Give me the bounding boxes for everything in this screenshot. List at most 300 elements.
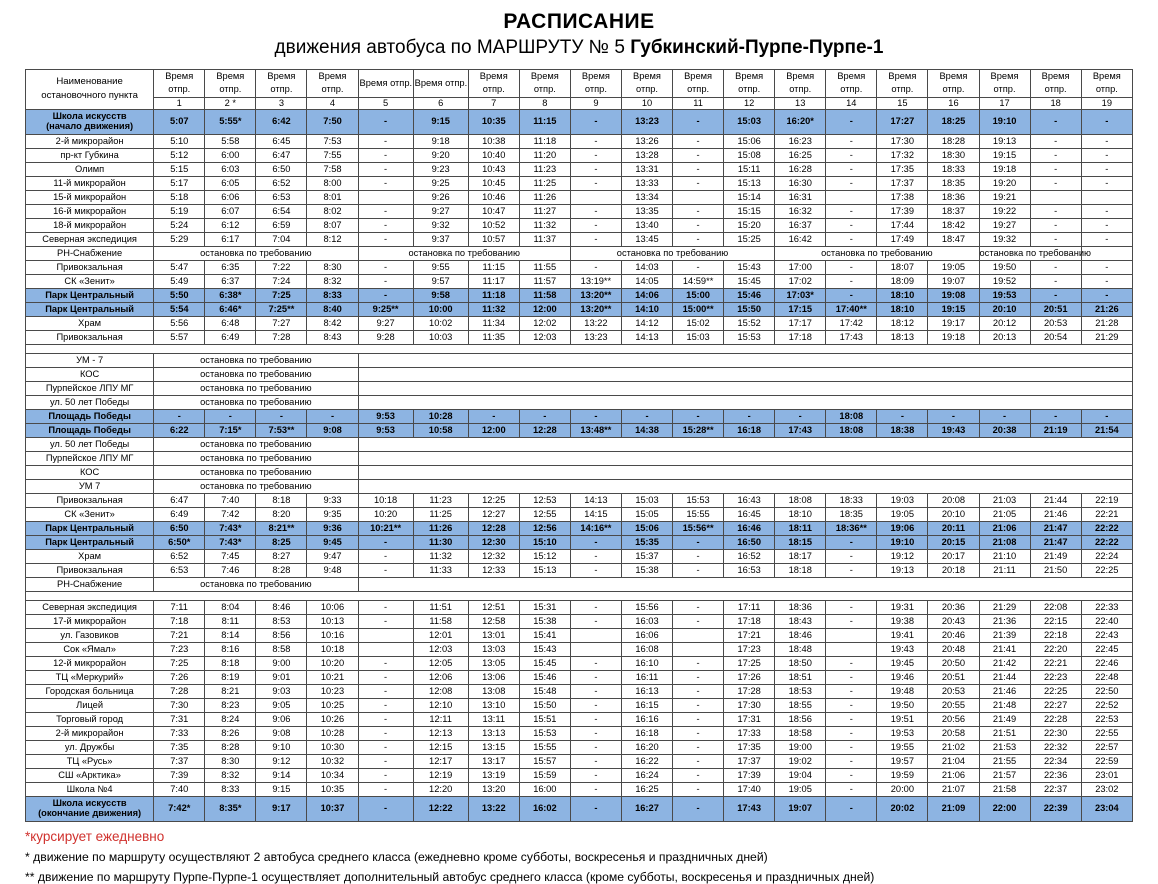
departure-time-cell: 19:27 — [979, 218, 1030, 232]
departure-time-cell: - — [673, 600, 724, 614]
column-header-time-6: Время отпр. — [413, 69, 468, 97]
departure-time-cell: 7:45 — [205, 549, 256, 563]
time-header-line2: отпр. — [1095, 84, 1118, 95]
departure-time-cell: 15:03 — [724, 109, 775, 134]
time-header-line2: отпр. — [219, 84, 242, 95]
departure-time-cell: 13:34 — [621, 190, 672, 204]
departure-time-cell: 15:50 — [519, 698, 570, 712]
table-row — [26, 628, 1133, 642]
departure-time-cell: 21:47 — [1030, 535, 1081, 549]
departure-time-cell: 16:50 — [724, 535, 775, 549]
departure-time-cell: 18:25 — [928, 109, 979, 134]
empty-cell — [358, 465, 1132, 479]
departure-time-cell: - — [673, 134, 724, 148]
departure-time-cell: 16:10 — [621, 656, 672, 670]
departure-time-cell: 19:08 — [928, 288, 979, 302]
departure-time-cell: 16:31 — [775, 190, 826, 204]
departure-time-cell: 15:38 — [621, 563, 672, 577]
departure-time-cell: - — [826, 740, 877, 754]
departure-time-cell: 9:57 — [413, 274, 468, 288]
departure-time-cell: 22:19 — [1081, 493, 1132, 507]
departure-time-cell: - — [570, 740, 621, 754]
departure-time-cell: 16:23 — [775, 134, 826, 148]
departure-time-cell: 22:37 — [1030, 782, 1081, 796]
departure-time-cell: 13:20** — [570, 288, 621, 302]
departure-time-cell: 16:02 — [519, 796, 570, 821]
departure-time-cell: - — [358, 614, 413, 628]
departure-time-cell — [358, 642, 413, 656]
time-header-line2: отпр. — [1044, 84, 1067, 95]
column-header-time-18 — [1030, 69, 1081, 97]
departure-time-cell: 15:48 — [519, 684, 570, 698]
departure-time-cell: 19:32 — [979, 232, 1030, 246]
departure-time-cell: 14:13 — [621, 330, 672, 344]
departure-time-cell: 8:28 — [256, 563, 307, 577]
departure-time-cell: 6:03 — [205, 162, 256, 176]
departure-time-cell: 6:37 — [205, 274, 256, 288]
stop-name-cell: Площадь Победы — [26, 409, 154, 423]
departure-time-cell: 16:52 — [724, 549, 775, 563]
departure-time-cell: 5:54 — [154, 302, 205, 316]
departure-time-cell: 6:52 — [154, 549, 205, 563]
departure-time-cell: - — [570, 670, 621, 684]
departure-time-cell: 22:46 — [1081, 656, 1132, 670]
departure-time-cell: 15:43 — [519, 642, 570, 656]
departure-time-cell: 15:56 — [621, 600, 672, 614]
stop-name: Школа искусств — [52, 111, 127, 122]
departure-time-cell: - — [1081, 148, 1132, 162]
departure-time-cell: - — [358, 288, 413, 302]
departure-time-cell: 22:50 — [1081, 684, 1132, 698]
table-row — [26, 353, 1133, 367]
departure-time-cell: 21:54 — [1081, 423, 1132, 437]
departure-time-cell: 8:12 — [307, 232, 358, 246]
departure-time-cell: 12:00 — [519, 302, 570, 316]
departure-time-cell: - — [826, 288, 877, 302]
departure-time-cell: 20:56 — [928, 712, 979, 726]
time-header-line1: Время — [318, 70, 347, 81]
departure-time-cell: - — [673, 109, 724, 134]
departure-time-cell: 21:11 — [979, 563, 1030, 577]
departure-time-cell — [570, 190, 621, 204]
departure-time-cell: 15:53 — [724, 330, 775, 344]
departure-time-cell: - — [570, 684, 621, 698]
departure-time-cell: - — [1081, 134, 1132, 148]
departure-time-cell: 11:18 — [468, 288, 519, 302]
departure-time-cell: 19:52 — [979, 274, 1030, 288]
departure-time-cell: 19:50 — [877, 698, 928, 712]
departure-time-cell: 17:42 — [826, 316, 877, 330]
departure-time-cell: 8:30 — [205, 754, 256, 768]
departure-time-cell: - — [358, 109, 413, 134]
table-row — [26, 330, 1133, 344]
departure-time-cell: 12:10 — [413, 698, 468, 712]
departure-time-cell: 12:51 — [468, 600, 519, 614]
departure-time-cell: 15:45 — [724, 274, 775, 288]
departure-time-cell: 15:08 — [724, 148, 775, 162]
time-header-line1: Время — [837, 70, 866, 81]
departure-time-cell: 8:20 — [256, 507, 307, 521]
departure-time-cell: 11:32 — [413, 549, 468, 563]
departure-time-cell: - — [826, 148, 877, 162]
departure-time-cell: 7:22 — [256, 260, 307, 274]
departure-time-cell: 14:16** — [570, 521, 621, 535]
departure-time-cell: 19:07 — [775, 796, 826, 821]
time-header-line1: Время — [479, 70, 508, 81]
departure-time-cell: 18:38 — [877, 423, 928, 437]
departure-time-cell: 8:14 — [205, 628, 256, 642]
departure-time-cell: 16:11 — [621, 670, 672, 684]
table-row — [26, 260, 1133, 274]
departure-time-cell: - — [570, 712, 621, 726]
time-header-line2: отпр. — [993, 84, 1016, 95]
departure-time-cell: 10:52 — [468, 218, 519, 232]
departure-time-cell: - — [673, 684, 724, 698]
stop-name-cell: СК «Зенит» — [26, 274, 154, 288]
departure-time-cell: - — [673, 698, 724, 712]
departure-time-cell: 8:27 — [256, 549, 307, 563]
departure-time-cell: 20:10 — [928, 507, 979, 521]
departure-time-cell: 7:25** — [256, 302, 307, 316]
departure-time-cell: 17:40 — [724, 782, 775, 796]
departure-time-cell: 6:42 — [256, 109, 307, 134]
departure-time-cell: 13:03 — [468, 642, 519, 656]
departure-time-cell: 9:18 — [413, 134, 468, 148]
departure-time-cell: 13:05 — [468, 656, 519, 670]
departure-time-cell: 17:17 — [775, 316, 826, 330]
departure-time-cell: 15:13 — [519, 563, 570, 577]
departure-time-cell: 7:58 — [307, 162, 358, 176]
departure-time-cell: - — [673, 409, 724, 423]
time-header-line1: Время — [888, 70, 917, 81]
departure-time-cell: 19:43 — [877, 642, 928, 656]
departure-time-cell: 22:40 — [1081, 614, 1132, 628]
departure-time-cell: 21:47 — [1030, 521, 1081, 535]
departure-time-cell: 9:15 — [413, 109, 468, 134]
column-number-5: 5 — [358, 97, 413, 109]
departure-time-cell: 8:28 — [205, 740, 256, 754]
departure-time-cell: - — [826, 656, 877, 670]
departure-time-cell: 6:54 — [256, 204, 307, 218]
departure-time-cell: 8:21** — [256, 521, 307, 535]
departure-time-cell: 10:57 — [468, 232, 519, 246]
departure-time-cell: 20:51 — [1030, 302, 1081, 316]
time-header-line2: отпр. — [789, 84, 812, 95]
departure-time-cell: - — [1081, 162, 1132, 176]
departure-time-cell: 11:57 — [519, 274, 570, 288]
table-row — [26, 423, 1133, 437]
departure-time-cell: 12:11 — [413, 712, 468, 726]
stop-name: Школа искусств — [52, 798, 127, 809]
departure-time-cell: 19:13 — [877, 563, 928, 577]
departure-time-cell: 19:53 — [877, 726, 928, 740]
departure-time-cell: 15:11 — [724, 162, 775, 176]
departure-time-cell: - — [826, 712, 877, 726]
departure-time-cell: 18:48 — [775, 642, 826, 656]
table-row — [26, 218, 1133, 232]
column-number-12: 12 — [724, 97, 775, 109]
departure-time-cell: 7:55 — [307, 148, 358, 162]
column-number-7: 7 — [468, 97, 519, 109]
departure-time-cell: - — [826, 109, 877, 134]
departure-time-cell: - — [826, 600, 877, 614]
column-header-time-7 — [468, 69, 519, 97]
departure-time-cell: - — [358, 670, 413, 684]
departure-time-cell: - — [570, 563, 621, 577]
departure-time-cell: 12:15 — [413, 740, 468, 754]
departure-time-cell: 14:05 — [621, 274, 672, 288]
departure-time-cell: 9:06 — [256, 712, 307, 726]
departure-time-cell: 17:15 — [775, 302, 826, 316]
departure-time-cell: 9:48 — [307, 563, 358, 577]
departure-time-cell: 11:25 — [413, 507, 468, 521]
departure-time-cell: 19:03 — [877, 493, 928, 507]
table-row — [26, 176, 1133, 190]
departure-time-cell: 18:58 — [775, 726, 826, 740]
table-spacer-row — [26, 591, 1133, 600]
table-row — [26, 782, 1133, 796]
column-header-time-1 — [154, 69, 205, 97]
departure-time-cell: 21:28 — [1081, 316, 1132, 330]
departure-time-cell: 19:05 — [928, 260, 979, 274]
departure-time-cell: 11:34 — [468, 316, 519, 330]
departure-time-cell: - — [570, 754, 621, 768]
column-header-time-3 — [256, 69, 307, 97]
departure-time-cell: - — [877, 409, 928, 423]
empty-cell — [358, 381, 1132, 395]
departure-time-cell: 8:40 — [307, 302, 358, 316]
stop-name-cell: ТЦ «Меркурий» — [26, 670, 154, 684]
departure-time-cell: 7:35 — [154, 740, 205, 754]
departure-time-cell: 12:08 — [413, 684, 468, 698]
departure-time-cell: 13:35 — [621, 204, 672, 218]
note-double-star: ** движение по маршруту Пурпе-Пурпе-1 осуществляет дополнительный автобус среднего класса (кроме субботы, воскресенья и праздничных дней) — [25, 869, 875, 884]
departure-time-cell: 15:53 — [673, 493, 724, 507]
departure-time-cell: 15:37 — [621, 549, 672, 563]
request-stop-cell: остановка по требованию — [154, 451, 358, 465]
departure-time-cell: - — [358, 535, 413, 549]
departure-time-cell: 21:50 — [1030, 563, 1081, 577]
departure-time-cell — [673, 628, 724, 642]
departure-time-cell: 20:38 — [979, 423, 1030, 437]
table-row — [26, 754, 1133, 768]
schedule-table-wrap — [25, 69, 1133, 822]
departure-time-cell: - — [826, 535, 877, 549]
departure-time-cell: 21:44 — [1030, 493, 1081, 507]
departure-time-cell: - — [358, 698, 413, 712]
departure-time-cell: 22:30 — [1030, 726, 1081, 740]
departure-time-cell: 11:20 — [519, 148, 570, 162]
empty-cell — [358, 353, 1132, 367]
departure-time-cell: 15:52 — [724, 316, 775, 330]
departure-time-cell: 13:26 — [621, 134, 672, 148]
departure-time-cell: 19:10 — [877, 535, 928, 549]
departure-time-cell: 12:05 — [413, 656, 468, 670]
departure-time-cell: 16:18 — [621, 726, 672, 740]
departure-time-cell: 10:28 — [307, 726, 358, 740]
departure-time-cell: 22:23 — [1030, 670, 1081, 684]
stop-name-cell: КОС — [26, 367, 154, 381]
departure-time-cell: 7:15* — [205, 423, 256, 437]
table-row — [26, 288, 1133, 302]
departure-time-cell: 9:15 — [256, 782, 307, 796]
departure-time-cell: 9:45 — [307, 535, 358, 549]
table-row — [26, 190, 1133, 204]
departure-time-cell: 11:15 — [519, 109, 570, 134]
departure-time-cell: 20:48 — [928, 642, 979, 656]
departure-time-cell: - — [358, 274, 413, 288]
departure-time-cell: - — [358, 563, 413, 577]
departure-time-cell: 6:53 — [154, 563, 205, 577]
departure-time-cell: 20:50 — [928, 656, 979, 670]
departure-time-cell: - — [1081, 409, 1132, 423]
table-row — [26, 232, 1133, 246]
column-header-time-19 — [1081, 69, 1132, 97]
departure-time-cell: - — [1081, 176, 1132, 190]
departure-time-cell: - — [1030, 176, 1081, 190]
departure-time-cell: 17:11 — [724, 600, 775, 614]
departure-time-cell: 20:11 — [928, 521, 979, 535]
departure-time-cell: - — [1081, 260, 1132, 274]
departure-time-cell: 16:06 — [621, 628, 672, 642]
departure-time-cell: - — [1030, 274, 1081, 288]
departure-time-cell: 13:23 — [621, 109, 672, 134]
departure-time-cell: 11:15 — [468, 260, 519, 274]
departure-time-cell: 18:55 — [775, 698, 826, 712]
departure-time-cell: 17:25 — [724, 656, 775, 670]
table-row — [26, 479, 1133, 493]
departure-time-cell: 23:04 — [1081, 796, 1132, 821]
stop-name-cell: 16-й микрорайон — [26, 204, 154, 218]
time-header-line1: Время — [530, 70, 559, 81]
departure-time-cell: 10:46 — [468, 190, 519, 204]
departure-time-cell: 14:12 — [621, 316, 672, 330]
departure-time-cell: 17:30 — [877, 134, 928, 148]
departure-time-cell: 9:17 — [256, 796, 307, 821]
departure-time-cell: 21:41 — [979, 642, 1030, 656]
departure-time-cell: 5:58 — [205, 134, 256, 148]
departure-time-cell — [673, 190, 724, 204]
departure-time-cell: 16:30 — [775, 176, 826, 190]
departure-time-cell: 22:34 — [1030, 754, 1081, 768]
departure-time-cell: 21:42 — [979, 656, 1030, 670]
departure-time-cell: 8:04 — [205, 600, 256, 614]
departure-time-cell: - — [154, 409, 205, 423]
departure-time-cell: 16:42 — [775, 232, 826, 246]
departure-time-cell: 17:33 — [724, 726, 775, 740]
departure-time-cell: 16:27 — [621, 796, 672, 821]
departure-time-cell: 21:19 — [1030, 423, 1081, 437]
departure-time-cell: 8:32 — [205, 768, 256, 782]
departure-time-cell: 10:37 — [307, 796, 358, 821]
departure-time-cell: 10:34 — [307, 768, 358, 782]
departure-time-cell: - — [358, 768, 413, 782]
table-row — [26, 740, 1133, 754]
time-header-line1: Время — [216, 70, 245, 81]
departure-time-cell: - — [826, 726, 877, 740]
departure-time-cell: 14:13 — [570, 493, 621, 507]
departure-time-cell: 13:01 — [468, 628, 519, 642]
departure-time-cell: - — [358, 712, 413, 726]
departure-time-cell: - — [570, 796, 621, 821]
departure-time-cell: 15:20 — [724, 218, 775, 232]
departure-time-cell: - — [826, 260, 877, 274]
departure-time-cell: 19:41 — [877, 628, 928, 642]
stop-name-cell: 15-й микрорайон — [26, 190, 154, 204]
departure-time-cell: - — [205, 409, 256, 423]
departure-time-cell: 6:22 — [154, 423, 205, 437]
stop-name-cell: СК «Зенит» — [26, 507, 154, 521]
departure-time-cell: - — [570, 656, 621, 670]
departure-time-cell: - — [1081, 109, 1132, 134]
departure-time-cell: 11:27 — [519, 204, 570, 218]
departure-time-cell: 10:26 — [307, 712, 358, 726]
departure-time-cell: 22:22 — [1081, 535, 1132, 549]
departure-time-cell: 16:13 — [621, 684, 672, 698]
departure-time-cell: - — [1030, 218, 1081, 232]
departure-time-cell: 16:43 — [724, 493, 775, 507]
departure-time-cell: 5:18 — [154, 190, 205, 204]
departure-time-cell: - — [673, 754, 724, 768]
departure-time-cell: - — [256, 409, 307, 423]
departure-time-cell: 20:10 — [979, 302, 1030, 316]
departure-time-cell: 15:50 — [724, 302, 775, 316]
stop-name-cell: ул. 50 лет Победы — [26, 395, 154, 409]
route-name: Губкинский-Пурпе-Пурпе-1 — [630, 37, 884, 59]
departure-time-cell: 9:23 — [413, 162, 468, 176]
column-header-time-10 — [621, 69, 672, 97]
departure-time-cell: 12:56 — [519, 521, 570, 535]
departure-time-cell: 20:12 — [979, 316, 1030, 330]
departure-time-cell: - — [570, 204, 621, 218]
departure-time-cell: 21:55 — [979, 754, 1030, 768]
departure-time-cell: 20:36 — [928, 600, 979, 614]
stop-name-cell: Северная экспедиция — [26, 600, 154, 614]
stop-name-cell: УМ - 7 — [26, 353, 154, 367]
departure-time-cell: 19:18 — [928, 330, 979, 344]
departure-time-cell: - — [570, 218, 621, 232]
departure-time-cell: 10:58 — [413, 423, 468, 437]
departure-time-cell: 8:01 — [307, 190, 358, 204]
departure-time-cell: 10:40 — [468, 148, 519, 162]
departure-time-cell: 17:00 — [775, 260, 826, 274]
departure-time-cell: 6:59 — [256, 218, 307, 232]
request-stop-cell: остановка по требованию — [154, 381, 358, 395]
departure-time-cell: 19:50 — [979, 260, 1030, 274]
column-number-1: 1 — [154, 97, 205, 109]
departure-time-cell: 17:28 — [724, 684, 775, 698]
departure-time-cell: - — [570, 549, 621, 563]
departure-time-cell: 17:35 — [877, 162, 928, 176]
request-stop-cell: остановка по требованию — [775, 246, 979, 260]
departure-time-cell: 17:44 — [877, 218, 928, 232]
departure-time-cell: 10:06 — [307, 600, 358, 614]
column-number-17: 17 — [979, 97, 1030, 109]
departure-time-cell: - — [519, 409, 570, 423]
departure-time-cell: 13:22 — [570, 316, 621, 330]
departure-time-cell: 15:00 — [673, 288, 724, 302]
departure-time-cell: 7:33 — [154, 726, 205, 740]
departure-time-cell: 15:46 — [724, 288, 775, 302]
departure-time-cell: 8:26 — [205, 726, 256, 740]
empty-cell — [358, 577, 1132, 591]
departure-time-cell: 13:23 — [570, 330, 621, 344]
departure-time-cell: - — [826, 176, 877, 190]
departure-time-cell: 8:35* — [205, 796, 256, 821]
departure-time-cell: 6:50 — [256, 162, 307, 176]
stop-name-cell: РН-Снабжение — [26, 246, 154, 260]
table-row — [26, 246, 1133, 260]
